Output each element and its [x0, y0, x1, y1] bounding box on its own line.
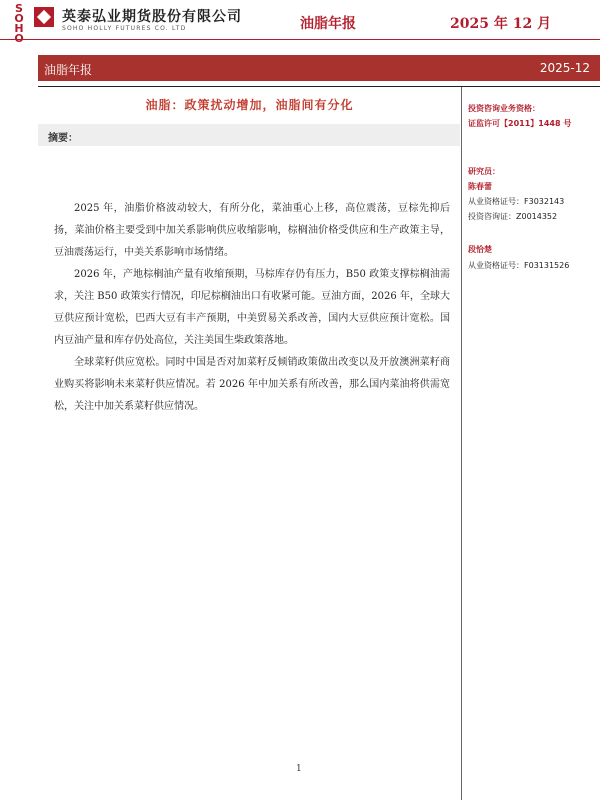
company-name-en: SOHO HOLLY FUTURES CO. LTD — [62, 25, 187, 32]
top-rule — [38, 86, 600, 87]
banner-date: 2025-12 — [539, 61, 590, 75]
researcher-label: 研究员： — [468, 167, 500, 176]
abstract-label: 摘要： — [48, 133, 78, 144]
company-logo-icon — [34, 7, 54, 27]
researcher-name: 段恰楚 — [468, 245, 492, 254]
report-title: 油脂：政策扰动增加，油脂间有分化 — [145, 98, 354, 112]
page-header — [0, 0, 600, 40]
researcher-qualification: 从业资格证号：F3032143 — [468, 197, 565, 206]
soho-logo-badge: S O H — [14, 2, 24, 35]
paragraph: 2025 年，油脂价格波动较大，有所分化，菜油重心上移，高位震荡，豆棕先抑后扬，菜油价格主要受到中加关系影响供应收缩影响，棕榈油价格受供应和生产政策主导，豆油震荡运行，中美关系影响市场情绪。 — [54, 203, 450, 258]
qualification-label: 投资咨询业务资格： — [468, 104, 540, 113]
researcher-consult-cert: 投资咨询证：Z0014352 — [468, 212, 558, 221]
paragraph: 全球菜籽供应宽松。同时中国是否对加菜籽反倾销政策做出改变以及开放澳洲菜籽商业购买将影响未来菜籽供应情况。若 2026 年中加关系有所改善，那么国内菜油将供需宽松，关注中加关系菜籽供应情况。 — [54, 357, 450, 412]
abstract-body — [54, 198, 450, 418]
license-number: 证监许可【2011】1448 号 — [468, 119, 572, 128]
header-doc-title: 油脂年报 — [300, 16, 356, 32]
header-divider — [0, 39, 600, 40]
page-number: 1 — [296, 764, 302, 774]
researcher-qualification: 从业资格证号：F03131526 — [468, 261, 570, 270]
researcher-name: 陈春蕾 — [468, 182, 492, 191]
section-banner — [38, 55, 600, 81]
banner-title: 油脂年报 — [44, 63, 93, 77]
company-name-cn: 英泰弘业期货股份有限公司 — [62, 9, 242, 25]
column-divider — [461, 87, 462, 800]
paragraph: 2026 年，产地棕榈油产量有收缩预期，马棕库存仍有压力，B50 政策支撑棕榈油需求，关注 B50 政策实行情况，印尼棕榈油出口有收紧可能。豆油方面，2026 年，全球大豆供应预计宽松，巴西大豆有丰产预期，中美贸易关系改善，国内大豆供应预计宽松。国内豆油产量和库存仍处高位，关注美国生柴政策落地。 — [54, 269, 450, 346]
abstract-header — [38, 124, 460, 146]
header-date: 2025 年 12 月 — [450, 16, 552, 32]
